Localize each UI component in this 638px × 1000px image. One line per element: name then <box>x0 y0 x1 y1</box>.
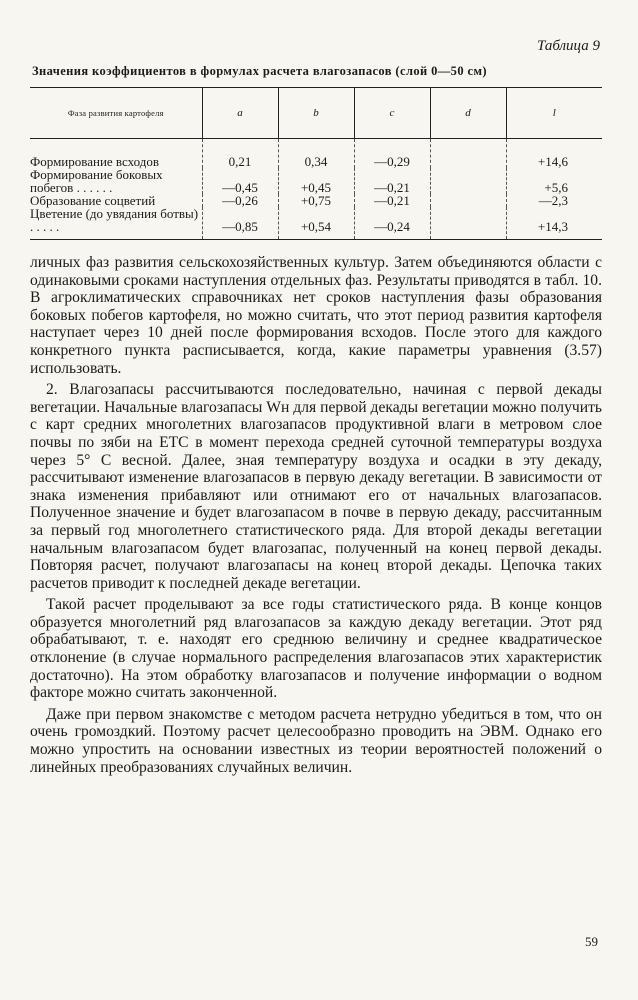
value-l-cell: +5,6 <box>506 168 602 194</box>
value-d-cell <box>430 168 506 194</box>
table-title: Значения коэффициентов в формулах расчета влагозапасов (слой 0—50 см) <box>32 64 487 78</box>
value-b-cell: +0,75 <box>278 194 354 207</box>
column-header-a: a <box>202 88 278 139</box>
phase-cell: Образование соцветий <box>30 193 156 208</box>
table-row <box>30 207 602 240</box>
value-c-cell: —0,21 <box>354 194 430 207</box>
table-row <box>30 168 602 194</box>
page <box>30 38 602 776</box>
paragraph: Даже при первом знакомстве с методом расчета нетрудно убедиться в том, что он очень громоздкий. Поэтому расчет целесообразно проводить на ЭВМ. Однако его можно упростить на основании известных из теории вероятностей положений о линейных преобразованиях случайных величин. <box>30 705 602 776</box>
paragraph: Такой расчет проделывают за все годы статистического ряда. В конце концов образуется многолетний ряд влагозапасов за каждую декаду вегетации. Этот ряд обрабатывают, т. е. находят его среднюю величину и среднее квадратическое отклонение (в случае нормального распределения влагозапасов этих характеристик достаточно). На этом обработку влагозапасов и получение информации о водном факторе можно считать законченной. <box>30 596 602 702</box>
value-b-cell: 0,34 <box>278 139 354 169</box>
phase-cell: Формирование боковых побегов . . . . . . <box>30 167 163 195</box>
column-header-c: c <box>354 88 430 139</box>
value-d-cell <box>430 139 506 169</box>
value-c-cell: —0,21 <box>354 168 430 194</box>
table-row <box>30 139 602 169</box>
paragraph: личных фаз развития сельскохозяйственных культур. Затем объединяются области с одинаковыми сроками наступления отдельных фаз. Результаты приводятся в табл. 10. В агроклиматических справочниках нет сроков наступления фазы образования боковых побегов картофеля, но можно считать, что этот период развития картофеля наступает через 10 дней после формирования всходов. После этого для каждого конкретного пункта расписывается, когда, какие параметры уравнения (3.57) использовать. <box>30 254 602 377</box>
column-header-d: d <box>430 88 506 139</box>
value-l-cell: —2,3 <box>506 194 602 207</box>
value-d-cell <box>430 194 506 207</box>
value-a-cell: —0,45 <box>202 168 278 194</box>
page-number: 59 <box>585 934 598 949</box>
column-header-phase: Фаза развития картофеля <box>30 88 202 139</box>
value-b-cell: +0,54 <box>278 207 354 240</box>
value-c-cell: —0,24 <box>354 207 430 240</box>
coefficients-table <box>30 87 602 240</box>
value-b-cell: +0,45 <box>278 168 354 194</box>
table-header-row <box>30 88 602 139</box>
paragraph: 2. Влагозапасы рассчитываются последовательно, начиная с первой декады вегетации. Начальные влагозапасы Wн для первой декады вегетации можно получить с карт средних многолетних влагозапасов продуктивной влаги в метровом слое почвы по зяби на ЕТС в момент перехода средней суточной температуры воздуха через 5° С весной. Далее, зная температуру воздуха и осадки в эту декаду, рассчитывают изменение влагозапасов в первую декаду вегетации. В зависимости от знака изменения прибавляют или отнимают его от начальных влагозапасов. Полученное значение и будет влагозапасом в почве в первую декаду, рассчитанным за первый год многолетнего статистического ряда. Для второй декады вегетации начальным влагозапасом будет влагозапас, полученный на конец первой декады. Повторяя расчет, получают влагозапасы на конец второй декады. Цепочка таких расчетов приводит к последней декаде вегетации. <box>30 381 602 592</box>
phase-cell: Формирование всходов <box>30 154 159 169</box>
value-d-cell <box>430 207 506 240</box>
value-c-cell: —0,29 <box>354 139 430 169</box>
value-a-cell: —0,26 <box>202 194 278 207</box>
table-label: Таблица 9 <box>537 38 600 54</box>
value-a-cell: —0,85 <box>202 207 278 240</box>
column-header-l: l <box>506 88 602 139</box>
value-a-cell: 0,21 <box>202 139 278 169</box>
phase-cell: Цветение (до увядания ботвы) . . . . . <box>30 207 202 240</box>
value-l-cell: +14,6 <box>506 139 602 169</box>
body-text <box>30 254 602 776</box>
column-header-b: b <box>278 88 354 139</box>
value-l-cell: +14,3 <box>506 207 602 240</box>
